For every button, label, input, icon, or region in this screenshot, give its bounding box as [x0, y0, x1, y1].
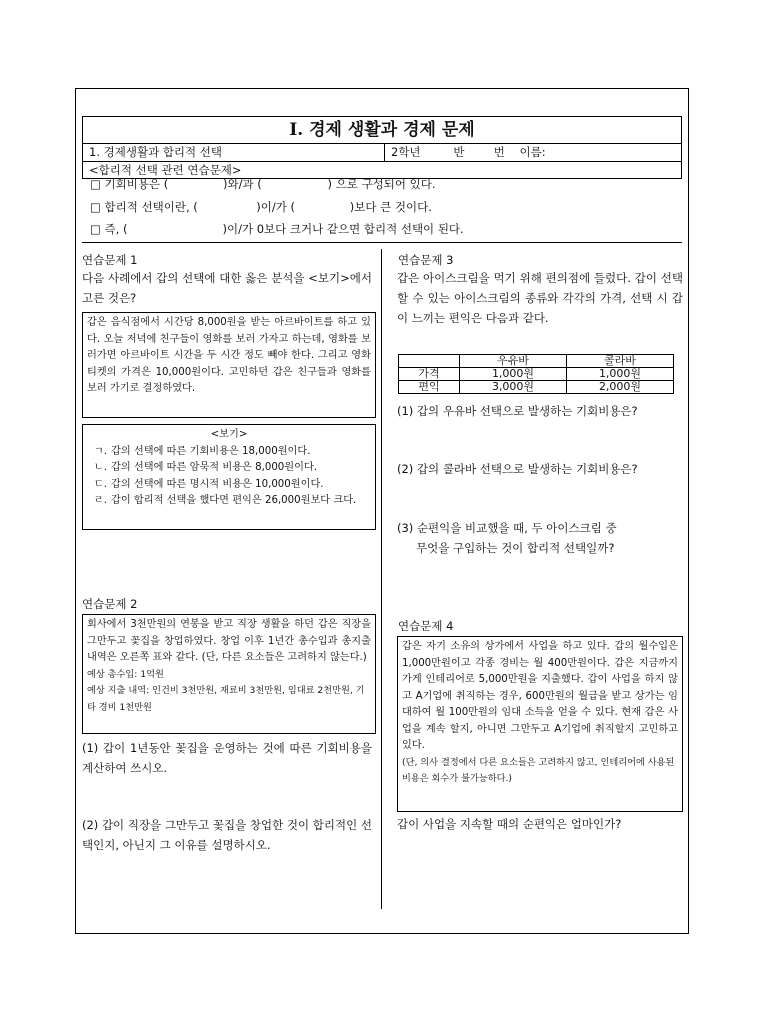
exercise-3-question-3a: (3) 순편익을 비교했을 때, 두 아이스크림 중: [397, 521, 617, 535]
bogi-item: ㄹ. 갑이 합리적 선택을 했다면 편익은 26,000원보다 크다.: [93, 495, 357, 506]
column-divider: [381, 249, 382, 909]
table-header: [399, 355, 460, 368]
exercise-2-expense: 예상 지출 내역: 인건비 3천만원, 재료비 3천만원, 임대료 2천만원, 기타 경비 1천만원: [87, 685, 365, 713]
worksheet-subtitle: <합리적 선택 관련 연습문제>: [89, 163, 242, 177]
header-table: [82, 144, 682, 179]
exercise-2-revenue: 예상 총수입: 1억원: [87, 668, 164, 680]
student-info: 2학년 반 번 이름:: [391, 145, 546, 159]
table-row: 가격 1,000원 1,000원: [399, 368, 674, 381]
exercise-3-question-3b: 무엇을 구입하는 것이 합리적 선택일까?: [416, 541, 615, 555]
exercise-3-prompt: 갑은 아이스크림을 먹기 위해 편의점에 들렀다. 갑이 선택할 수 있는 아이스크림의 종류와 각각의 가격, 선택 시 갑이 느끼는 편익은 다음과 같다.: [397, 271, 683, 325]
bogi-title: <보기>: [210, 429, 248, 440]
exercise-2-question-1: (1) 갑이 1년동안 꽃집을 운영하는 것에 따른 기회비용을 계산하여 쓰시오.: [82, 741, 372, 775]
exercise-3-question-2: (2) 갑의 콜라바 선택으로 발생하는 기회비용은?: [397, 462, 638, 476]
bogi-item: ㄴ. 갑의 선택에 따른 암묵적 비용은 8,000원이다.: [93, 462, 318, 473]
table-header: 콜라바: [567, 355, 674, 368]
exercise-4-case-box: [397, 636, 683, 812]
exercise-4-case-text: 갑은 자기 소유의 상가에서 사업을 하고 있다. 갑의 월수입은 1,000만원이고 각종 경비는 월 400만원이다. 갑은 지금까지 가게 인테리어로 5,000만원을 지출했다. 갑이 사업을 하지 않고 A기업에 취직하는 경우, 600만원의 월급을 받고 상가는 임대하여 월 100만원의 임대 소득을 얻을 수 있다. 현재 갑은 사업을 계속 할지, 아니면 그만두고 A기업에 취직할지 고민하고 있다.: [402, 641, 678, 751]
exercise-1-bogi-box: [82, 424, 376, 530]
table-row: 편익 3,000원 2,000원: [399, 381, 674, 394]
exercise-4-question: 갑이 사업을 지속할 때의 순편익은 얼마인가?: [397, 817, 622, 831]
fill-in-question-2: □ 합리적 선택이란, ( )이/가 ( )보다 큰 것이다.: [90, 200, 432, 214]
bogi-item: ㄷ. 갑의 선택에 따른 명시적 비용은 10,000원이다.: [93, 478, 324, 490]
unit-title: 1. 경제생활과 합리적 선택: [83, 144, 385, 161]
table-header: 우유바: [460, 355, 567, 368]
bogi-item: ㄱ. 갑의 선택에 따른 기회비용은 18,000원이다.: [93, 445, 311, 457]
page-title: I. 경제 생활과 경제 문제: [82, 116, 682, 144]
exercise-1-label: 연습문제 1: [82, 253, 138, 267]
section-divider: [82, 242, 682, 243]
exercise-4-note: (단, 의사 결정에서 다른 요소들은 고려하지 않고, 인테리어에 사용된 비용은 회수가 불가능하다.): [402, 756, 675, 784]
exercise-2-question-2: (2) 갑이 직장을 그만두고 꽃집을 창업한 것이 합리적인 선택인지, 아닌지 그 이유를 설명하시오.: [82, 818, 372, 852]
exercise-3-label: 연습문제 3: [398, 253, 454, 267]
exercise-1-prompt: 다음 사례에서 갑의 선택에 대한 옳은 분석을 <보기>에서 고른 것은?: [82, 271, 372, 305]
exercise-4-label: 연습문제 4: [398, 619, 454, 633]
fill-in-question-3: □ 즉, ( )이/가 0보다 크거나 같으면 합리적 선택이 된다.: [90, 222, 464, 236]
exercise-2-case-box: [82, 614, 376, 734]
exercise-2-label: 연습문제 2: [82, 597, 138, 611]
fill-in-question-1: □ 기회비용은 ( )와/과 ( ) 으로 구성되어 있다.: [90, 177, 436, 191]
price-table: [398, 354, 674, 394]
exercise-1-case-box: 갑은 음식점에서 시간당 8,000원을 받는 아르바이트를 하고 있다. 오늘 저녁에 친구들이 영화를 보러 가자고 하는데, 영화를 보러가면 아르바이트 시간을 두 시간 정도 빼야 한다. 그리고 영화 티켓의 가격은 10,000원이다. 고민하던 갑은 친구들과 영화를 보러 가기로 결정하였다.: [82, 312, 376, 418]
exercise-2-case-text: 회사에서 3천만원의 연봉을 받고 직장 생활을 하던 갑은 직장을 그만두고 꽃집을 창업하였다. 창업 이후 1년간 총수입과 총지출 내역은 오른쪽 표와 같다. (단, 다른 요소들은 고려하지 않는다.): [87, 619, 371, 663]
exercise-3-question-1: (1) 갑의 우유바 선택으로 발생하는 기회비용은?: [397, 404, 638, 418]
